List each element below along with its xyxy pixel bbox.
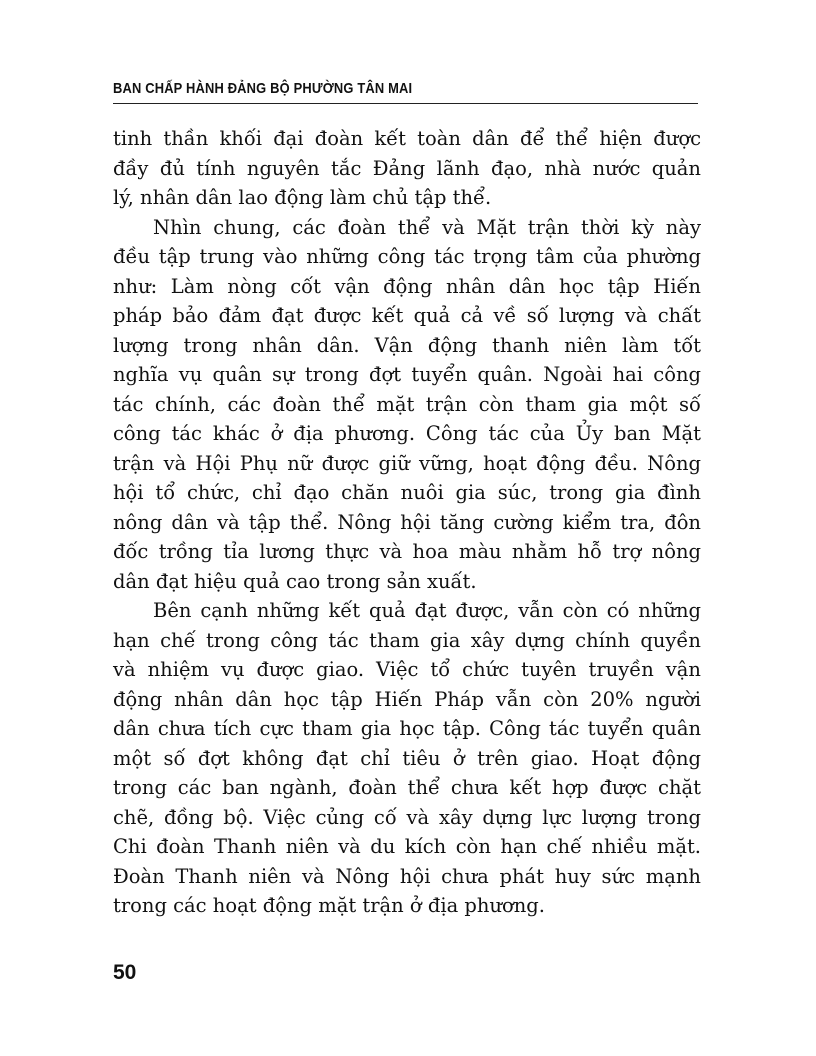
text-line: nghĩa vụ quân sự trong đợt tuyển quân. Ngoài hai công bbox=[113, 363, 701, 386]
header-rule bbox=[113, 103, 698, 104]
text-line: dân chưa tích cực tham gia học tập. Công tác tuyển quân bbox=[113, 717, 701, 740]
text-line: trong các hoạt động mặt trận ở địa phương. bbox=[113, 894, 545, 917]
text-line: tác chính, các đoàn thể mặt trận còn tham gia một số bbox=[113, 392, 701, 416]
text-line: công tác khác ở địa phương. Công tác của Ủy ban Mặt bbox=[113, 422, 701, 445]
text-line: hội tổ chức, chỉ đạo chăn nuôi gia súc, trong gia đình bbox=[113, 481, 701, 504]
text-line: một số đợt không đạt chỉ tiêu ở trên giao. Hoạt động bbox=[113, 746, 701, 770]
text-line: nông dân và tập thể. Nông hội tăng cường kiểm tra, đôn bbox=[113, 510, 701, 534]
text-line: Bên cạnh những kết quả đạt được, vẫn còn có những bbox=[153, 599, 701, 622]
paragraph-3 bbox=[113, 596, 701, 921]
text-line: đầy đủ tính nguyên tắc Đảng lãnh đạo, nhà nước quản bbox=[113, 156, 701, 180]
text-line: và nhiệm vụ được giao. Việc tổ chức tuyên truyền vận bbox=[113, 658, 701, 681]
text-line: trận và Hội Phụ nữ được giữ vững, hoạt động đều. Nông bbox=[113, 451, 701, 475]
body-text bbox=[113, 124, 701, 921]
text-line: đều tập trung vào những công tác trọng tâm của phường bbox=[113, 245, 701, 268]
book-page bbox=[113, 0, 703, 1056]
page-number: 50 bbox=[113, 961, 137, 984]
text-line: lượng trong nhân dân. Vận động thanh niên làm tốt bbox=[113, 333, 701, 357]
text-line: đốc trồng tỉa lương thực và hoa màu nhằm hỗ trợ nông bbox=[113, 540, 701, 563]
text-line: trong các ban ngành, đoàn thể chưa kết hợp được chặt bbox=[113, 776, 701, 799]
running-header: BAN CHẤP HÀNH ĐẢNG BỘ PHƯỜNG TÂN MAI bbox=[113, 80, 413, 97]
text-line: động nhân dân học tập Hiến Pháp vẫn còn 20% người bbox=[113, 687, 701, 711]
text-line: hạn chế trong công tác tham gia xây dựng chính quyền bbox=[113, 628, 701, 652]
text-line: Chi đoàn Thanh niên và du kích còn hạn chế nhiều mặt. bbox=[113, 835, 701, 858]
paragraph-1 bbox=[113, 124, 701, 213]
text-line: tinh thần khối đại đoàn kết toàn dân để thể hiện được bbox=[113, 127, 701, 150]
text-line: dân đạt hiệu quả cao trong sản xuất. bbox=[113, 569, 477, 593]
text-line: Nhìn chung, các đoàn thể và Mặt trận thời kỳ này bbox=[153, 215, 701, 239]
paragraph-2 bbox=[113, 213, 701, 597]
text-line: như: Làm nòng cốt vận động nhân dân học tập Hiến bbox=[113, 274, 701, 298]
text-line: chẽ, đồng bộ. Việc củng cố và xây dựng lực lượng trong bbox=[113, 805, 701, 829]
text-line: Đoàn Thanh niên và Nông hội chưa phát huy sức mạnh bbox=[113, 864, 701, 888]
text-line: lý, nhân dân lao động làm chủ tập thể. bbox=[113, 186, 492, 209]
text-line: pháp bảo đảm đạt được kết quả cả về số lượng và chất bbox=[113, 304, 701, 327]
